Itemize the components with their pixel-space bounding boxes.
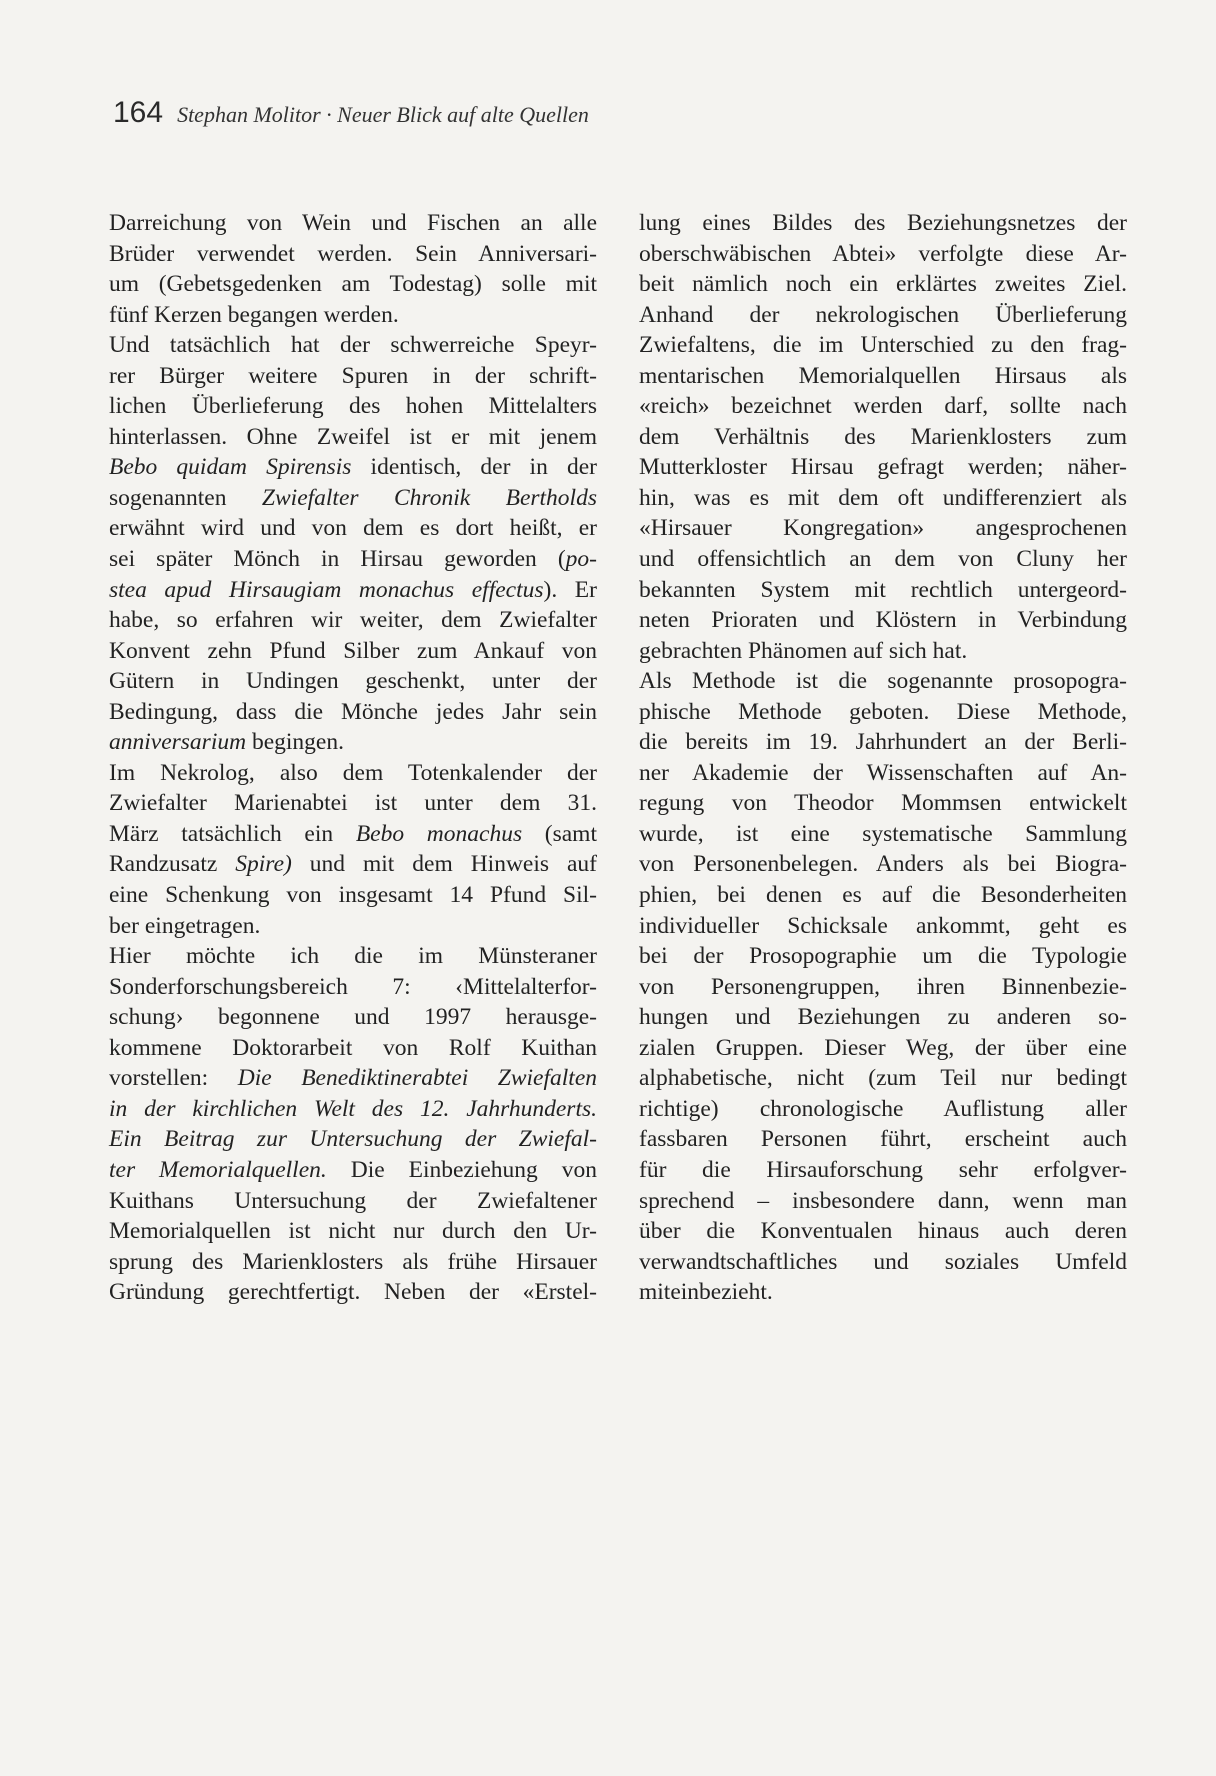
text-segment: sei später Mönch in Hirsau geworden ( [109,546,566,573]
text-segment: Gründung gerechtfertigt. Neben der «Erstel- [109,1279,597,1306]
text-segment: rer Bürger weitere Spuren in der schrift- [109,362,597,389]
text-segment: eine Schenkung von insgesamt 14 Pfund Sil- [109,882,597,909]
text-segment: Die Einbeziehung von [326,1156,597,1183]
text-segment: Gütern in Undingen geschenkt, unter der [109,668,597,695]
text-line [639,208,1127,239]
text-line [109,697,597,728]
text-segment: verwandtschaftliches und soziales Umfeld [639,1248,1127,1275]
text-line [109,819,597,850]
text-segment: Konvent zehn Pfund Silber zum Ankauf von [109,637,597,664]
text-line [639,239,1127,270]
text-line [639,727,1127,758]
text-line [109,544,597,575]
text-segment: alphabetische, nicht (zum Teil nur bedingt [639,1065,1127,1092]
text-line [639,941,1127,972]
italic-text: Zwiefalter Chronik Bertholds [261,484,597,511]
text-segment: Brüder verwendet werden. Sein Anniversari- [109,240,597,267]
text-line [109,849,597,880]
text-segment: Als Methode ist die sogenannte prosopogra- [639,668,1127,695]
text-line [109,208,597,239]
text-segment: Darreichung von Wein und Fischen an alle [109,210,597,236]
text-line [109,1216,597,1247]
text-segment: schung› begonnene und 1997 herausge- [109,1004,597,1031]
text-line [109,330,597,361]
text-segment: März tatsächlich ein [109,820,356,847]
left-text-column [109,208,597,1308]
text-segment: «reich» bezeichnet werden darf, sollte nach [639,393,1127,420]
text-segment: vorstellen: [109,1065,238,1092]
text-segment: phien, bei denen es auf die Besonderheiten [639,882,1127,909]
text-line [639,605,1127,636]
text-line [109,758,597,789]
text-segment: fassbaren Personen führt, erscheint auch [639,1126,1127,1153]
italic-text: Bebo monachus [355,820,523,847]
text-segment: um (Gebetsgedenken am Todestag) solle mit [109,271,597,298]
text-segment: für die Hirsauforschung sehr erfolgver- [639,1156,1127,1183]
text-segment: richtige) chronologische Auflistung aller [639,1095,1127,1122]
text-segment: oberschwäbischen Abtei» verfolgte diese Ar- [639,240,1127,267]
text-segment: hin, was es mit dem oft undifferenziert als [639,484,1127,511]
text-segment: habe, so erfahren wir weiter, dem Zwiefalter [109,607,597,634]
running-title: Stephan Molitor · Neuer Blick auf alte Quellen [177,102,589,127]
text-segment: Kuithans Untersuchung der Zwiefaltener [109,1187,597,1214]
text-line [109,239,597,270]
text-line [109,1002,597,1033]
text-line [109,1094,597,1125]
text-segment: wurde, ist eine systematische Sammlung [639,820,1127,847]
text-line [109,636,597,667]
text-segment: individueller Schicksale ankommt, geht es [639,912,1127,939]
text-line [109,575,597,606]
text-segment: Zwiefalter Marienabtei ist unter dem 31. [109,790,597,817]
text-line [639,1186,1127,1217]
text-line [109,1124,597,1155]
text-line [109,1186,597,1217]
text-line [639,452,1127,483]
text-line [639,1155,1127,1186]
text-line [639,758,1127,789]
text-line [639,361,1127,392]
text-segment: ). Er [543,576,597,603]
text-segment: Zwiefaltens, die im Unterschied zu den frag- [639,332,1127,359]
text-line [639,1002,1127,1033]
text-segment: Hier möchte ich die im Münsteraner [109,943,597,970]
text-segment: Sonderforschungsbereich 7: ‹Mittelalterfor- [109,973,597,1000]
text-line [639,1124,1127,1155]
text-segment: gebrachten Phänomen auf sich hat. [639,637,968,664]
text-segment: sogenannten [109,484,262,511]
right-text-column [639,208,1127,1308]
page-header [113,96,589,130]
text-segment: miteinbezieht. [639,1279,773,1306]
text-segment: kommene Doktorarbeit von Rolf Kuithan [109,1034,597,1061]
text-line [639,422,1127,453]
text-segment: Anhand der nekrologischen Überlieferung [639,301,1127,328]
text-line [639,697,1127,728]
text-line [639,819,1127,850]
text-segment: Und tatsächlich hat der schwerreiche Speyr- [109,332,597,359]
text-segment: phische Methode geboten. Diese Methode, [639,698,1127,725]
text-line [109,422,597,453]
text-segment: sprung des Marienklosters als frühe Hirsauer [109,1248,597,1275]
text-segment: identisch, der in der [351,454,597,481]
text-line [109,1277,597,1308]
text-line [109,880,597,911]
text-segment: und offensichtlich an dem von Cluny her [639,546,1127,573]
italic-text: Spire) [235,851,292,878]
text-line [109,666,597,697]
page-number: 164 [113,96,164,129]
text-line [639,911,1127,942]
text-segment: ber eingetragen. [109,912,261,939]
text-line [109,727,597,758]
text-segment: und mit dem Hinweis auf [291,851,597,878]
text-line [109,391,597,422]
text-segment: die bereits im 19. Jahrhundert an der Berli- [639,729,1127,756]
text-segment: regung von Theodor Mommsen entwickelt [639,790,1127,817]
text-line [639,575,1127,606]
text-segment: von Personengruppen, ihren Binnenbezie- [639,973,1127,1000]
text-line [639,880,1127,911]
text-line [109,788,597,819]
text-line [639,544,1127,575]
text-line [109,483,597,514]
text-line [109,941,597,972]
text-line [639,1247,1127,1278]
text-line [109,1247,597,1278]
italic-text: po- [565,546,597,573]
text-line [109,300,597,331]
text-line [109,972,597,1003]
text-line [639,1063,1127,1094]
text-line [639,1094,1127,1125]
text-segment: erwähnt wird und von dem es dort heißt, er [109,515,597,542]
text-segment: Mutterkloster Hirsau gefragt werden; näher- [639,454,1127,481]
text-segment: Bedingung, dass die Mönche jedes Jahr sein [109,698,597,725]
text-segment: Randzusatz [109,851,236,878]
italic-text: stea apud Hirsaugiam monachus effectus [109,576,544,603]
text-segment: lichen Überlieferung des hohen Mittelalters [109,393,597,420]
text-line [639,972,1127,1003]
text-segment: beit nämlich noch ein erklärtes zweites Ziel. [639,271,1127,298]
text-line [109,1033,597,1064]
text-line [109,1155,597,1186]
text-segment: zialen Gruppen. Dieser Weg, der über eine [639,1034,1127,1061]
text-line [109,361,597,392]
italic-text: in der kirchlichen Welt des 12. Jahrhunderts. [109,1095,597,1122]
text-line [639,636,1127,667]
text-segment: fünf Kerzen begangen werden. [109,301,399,328]
italic-text: anniversarium [109,729,247,756]
text-segment: über die Konventualen hinaus auch deren [639,1218,1127,1245]
text-line [639,788,1127,819]
text-line [109,452,597,483]
text-segment: Im Nekrolog, also dem Totenkalender der [109,759,597,786]
text-line [639,391,1127,422]
text-line [639,300,1127,331]
italic-text: Die Benediktinerabtei Zwiefalten [237,1065,597,1092]
text-line [639,483,1127,514]
text-segment: lung eines Bildes des Beziehungsnetzes der [639,210,1127,236]
text-line [109,605,597,636]
text-line [639,269,1127,300]
text-segment: sprechend – insbesondere dann, wenn man [639,1187,1127,1214]
text-line [639,1277,1127,1308]
text-line [639,1216,1127,1247]
text-line [639,1033,1127,1064]
text-segment: ner Akademie der Wissenschaften auf An- [639,759,1127,786]
text-line [109,1063,597,1094]
text-line [109,513,597,544]
text-segment: bei der Prosopographie um die Typologie [639,943,1127,970]
text-segment: hungen und Beziehungen zu anderen so- [639,1004,1127,1031]
text-line [639,513,1127,544]
text-line [109,269,597,300]
italic-text: ter Memorialquellen. [109,1156,327,1183]
italic-text: Ein Beitrag zur Untersuchung der Zwiefal- [109,1126,597,1153]
text-segment: von Personenbelegen. Anders als bei Biogra- [639,851,1127,878]
text-segment: mentarischen Memorialquellen Hirsaus als [639,362,1127,389]
text-line [639,666,1127,697]
text-line [639,330,1127,361]
text-line [109,911,597,942]
text-segment: bekannten System mit rechtlich untergeord- [639,576,1127,603]
text-segment: «Hirsauer Kongregation» angesprochenen [639,515,1127,542]
text-line [639,849,1127,880]
text-segment: (samt [522,820,597,847]
italic-text: Bebo quidam Spirensis [109,454,352,481]
text-segment: hinterlassen. Ohne Zweifel ist er mit jenem [109,423,597,450]
text-segment: neten Prioraten und Klöstern in Verbindung [639,607,1127,634]
text-segment: dem Verhältnis des Marienklosters zum [639,423,1127,450]
text-segment: begingen. [246,729,344,756]
text-segment: Memorialquellen ist nicht nur durch den Ur- [109,1218,597,1245]
